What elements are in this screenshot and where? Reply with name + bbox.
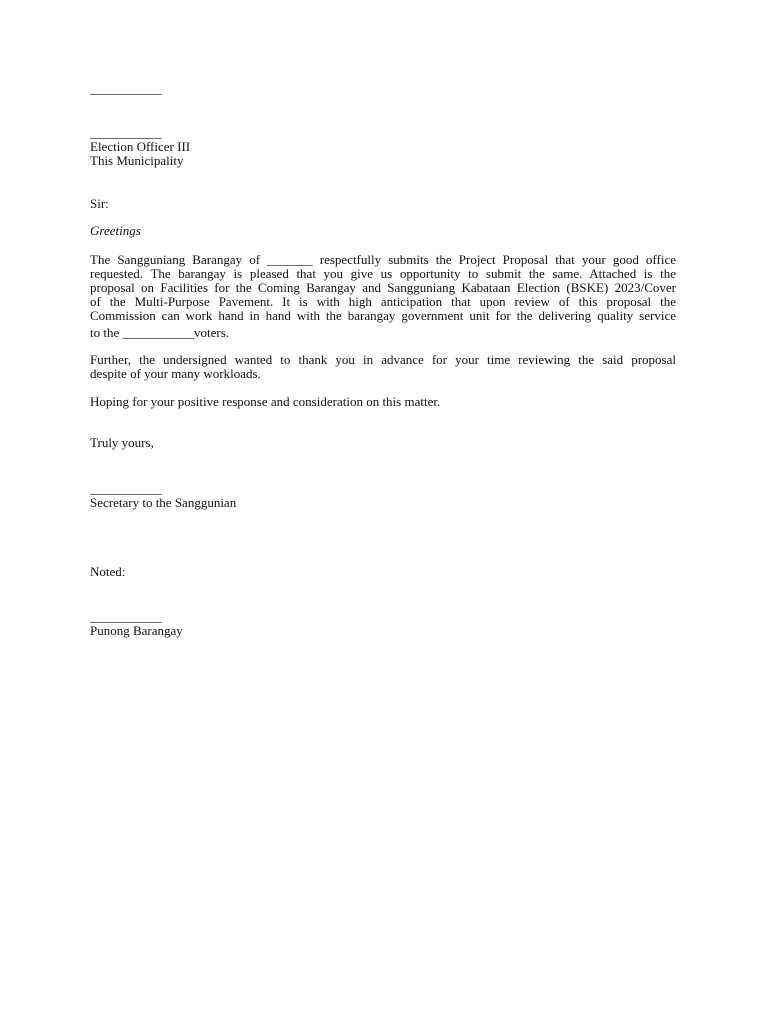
salutation: Sir: xyxy=(90,196,109,211)
punong-name-blank: ___________ xyxy=(90,609,162,624)
recipient-title: Election Officer III xyxy=(90,139,191,154)
recipient-location: This Municipality xyxy=(90,153,184,168)
recipient-name-blank: ___________ xyxy=(90,125,162,140)
punong-title: Punong Barangay xyxy=(90,623,183,638)
closing: Truly yours, xyxy=(90,435,154,450)
body-p2-line-1: Further, the undersigned wanted to thank you in advance for your time reviewing the said proposal xyxy=(90,352,676,367)
body-p1-line-4: of the Multi-Purpose Pavement. It is with high anticipation that upon review of this proposal the xyxy=(90,294,676,309)
body-paragraph-1 xyxy=(90,253,676,340)
body-p1-line-5: Commission can work hand in hand with the barangay government unit for the delivering quality service xyxy=(90,308,676,323)
body-p1-line-6: to the ___________voters. xyxy=(90,325,230,340)
body-p1-line-3: proposal on Facilities for the Coming Barangay and Sangguniang Kabataan Election (BSKE) 2023/Cover xyxy=(90,280,676,295)
top-blank-line: ___________ xyxy=(90,81,162,96)
body-paragraph-2 xyxy=(90,353,676,381)
body-paragraph-3: Hoping for your positive response and consideration on this matter. xyxy=(90,394,441,409)
secretary-name-blank: ___________ xyxy=(90,481,162,496)
greeting: Greetings xyxy=(90,223,141,238)
body-p1-line-1: The Sangguniang Barangay of _______ respectfully submits the Project Proposal that your good office xyxy=(90,252,676,267)
noted-label: Noted: xyxy=(90,564,126,579)
secretary-title: Secretary to the Sanggunian xyxy=(90,495,237,510)
body-p2-line-2: despite of your many workloads. xyxy=(90,366,261,381)
body-p1-line-2: requested. The barangay is pleased that you give us opportunity to submit the same. Attached is the xyxy=(90,266,676,281)
